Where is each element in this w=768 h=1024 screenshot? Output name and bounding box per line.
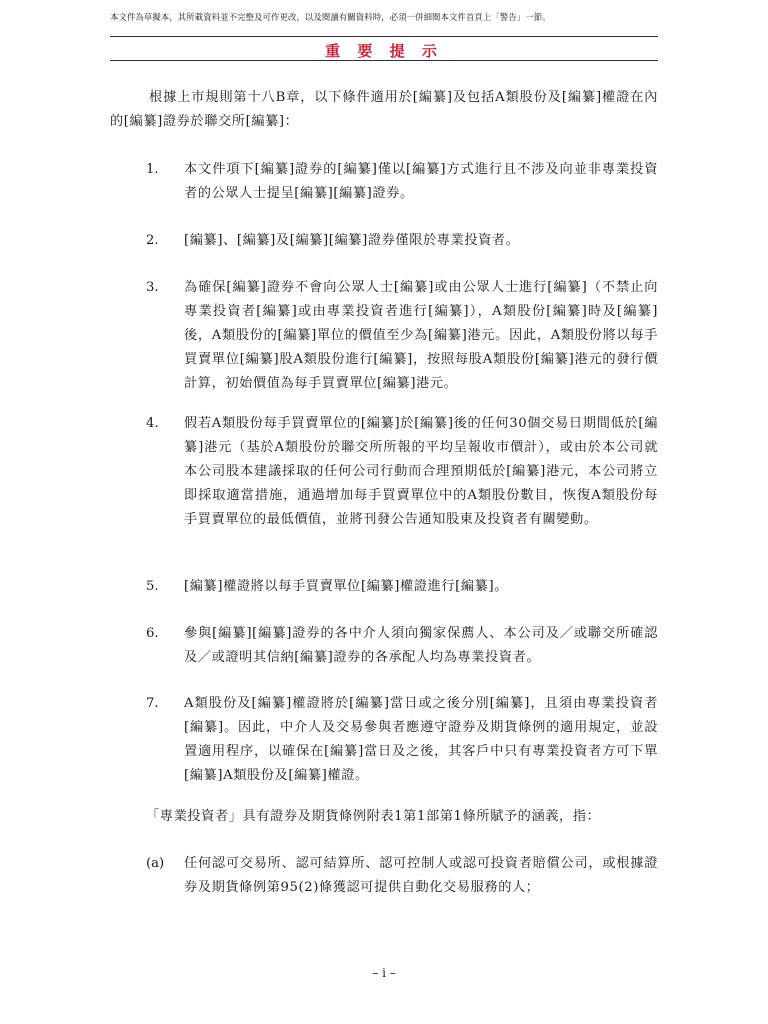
item-text: A類股份及[編纂]權證將於[編纂]當日或之後分別[編纂]，且須由專業投資者[編纂]。因此，中介人及交易參與者應遵守證券及期貨條例的適用規定，並設置適用程序，以確保在[編纂]當日及之後，其客戶中只有專業投資者方可下單[編纂]A類股份及[編纂]權證。 [184, 696, 658, 783]
intro-paragraph: 根據上市規則第十八B章，以下條件適用於[編纂]及包括A類股份及[編纂]權證在內的[編纂]證券於聯交所[編纂]： [110, 90, 658, 129]
sub-item-text: 任何認可交易所、認可結算所、認可控制人或認可投資者賠償公司，或根據證券及期貨條例第95(2)條獲認可提供自動化交易服務的人； [184, 856, 658, 895]
professional-investor-definition: 「專業投資者」具有證券及期貨條例附表1第1部第1條所賦予的涵義，指： [146, 809, 601, 824]
title-top-rule [110, 36, 658, 37]
item-number: 2. [146, 233, 159, 248]
page-title: 重 要 提 示 [325, 42, 443, 60]
title-bottom-rule [110, 60, 658, 61]
item-text: 假若A類股份每手買賣單位的[編纂]於[編纂]後的任何30個交易日期間低於[編纂]港元（基於A類股份於聯交所所報的平均呈報收市價計），或由於本公司就本公司股本建議採取的任何公司行動而合理預期低於[編纂]港元，本公司將立即採取適當措施，通過增加每手買賣單位中的A類股份數目，恢復A類股份每手買賣單位的最低價值，並將刊發公告通知股東及投資者有關變動。 [184, 416, 658, 527]
item-text: 參與[編纂][編纂]證券的各中介人須向獨家保薦人、本公司及／或聯交所確認及／或證明其信納[編纂]證券的各承配人均為專業投資者。 [184, 626, 658, 665]
item-number: 5. [146, 579, 159, 594]
draft-warning-header: 本文件為草擬本，其所載資料並不完整及可作更改，以及閱讀有關資料時，必須一併細閱本文件首頁上「警告」一節。 [110, 12, 551, 22]
item-text: [編纂]權證將以每手買賣單位[編纂]權證進行[編纂]。 [184, 579, 509, 594]
item-number: 6. [146, 626, 159, 641]
item-number: 7. [146, 696, 159, 711]
item-number: 4. [146, 416, 159, 431]
item-number: 3. [146, 280, 159, 295]
item-text: [編纂]、[編纂]及[編纂][編纂]證券僅限於專業投資者。 [184, 233, 520, 248]
page-number: – i – [372, 966, 396, 980]
item-text: 本文件項下[編纂]證券的[編纂]僅以[編纂]方式進行且不涉及向並非專業投資者的公眾人士提呈[編纂][編纂]證券。 [184, 162, 658, 201]
item-text: 為確保[編纂]證券不會向公眾人士[編纂]或由公眾人士進行[編纂]（不禁止向專業投資者[編纂]或由專業投資者進行[編纂]），A類股份[編纂]時及[編纂]後，A類股份的[編纂]單位的價值至少為[編纂]港元。因此，A類股份將以每手買賣單位[編纂]股A類股份進行[編纂]，按照每股A類股份[編纂]港元的發行價計算，初始價值為每手買賣單位[編纂]港元。 [184, 280, 658, 391]
sub-item-label: (a) [146, 856, 165, 871]
item-number: 1. [146, 162, 159, 177]
